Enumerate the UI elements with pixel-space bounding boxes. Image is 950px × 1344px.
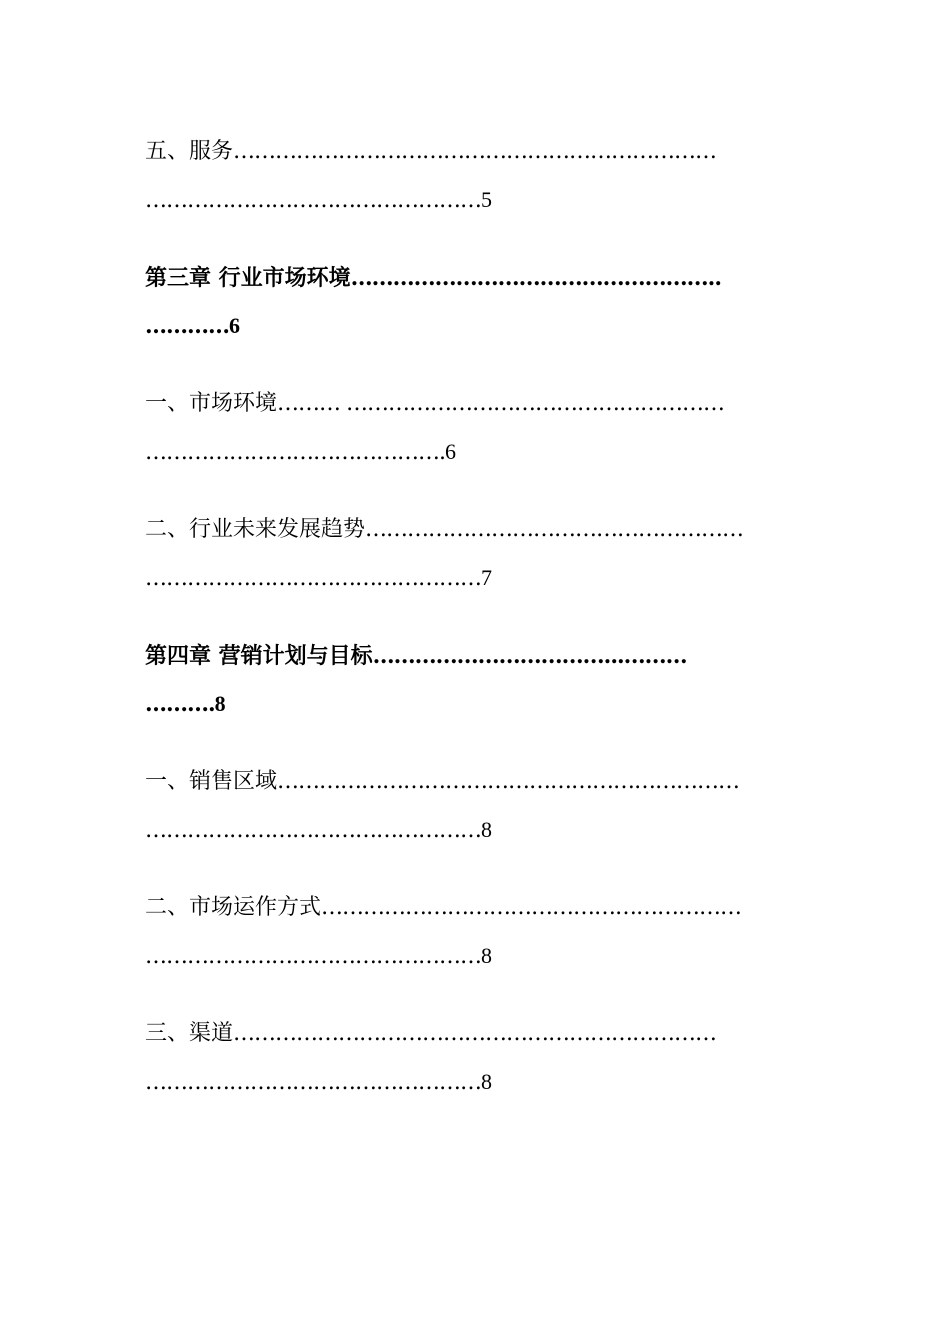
dot-leader: ……… ……………………………………………… xyxy=(277,391,725,416)
toc-page-number: 8 xyxy=(481,1069,492,1094)
dot-leader: …………………………………………….. xyxy=(350,265,721,291)
toc-line-2 xyxy=(145,428,825,476)
dot-leader: ………………………………………… xyxy=(145,818,481,843)
toc-line-1 xyxy=(145,632,825,680)
toc-page-number: 8 xyxy=(481,943,492,968)
toc-page-number: 6 xyxy=(229,313,240,338)
dot-leader: ………………………………………… xyxy=(145,1070,481,1095)
toc-line-2 xyxy=(145,680,825,728)
dot-leader: …………………………………………………………… xyxy=(233,1021,717,1046)
toc-entry-title: 二、市场运作方式 xyxy=(145,895,322,920)
dot-leader: ………………………………………………………… xyxy=(277,769,740,794)
toc-page-number: 6 xyxy=(445,439,456,464)
dot-leader: ………. xyxy=(145,691,215,717)
toc-entry-market-operation[interactable] xyxy=(145,884,825,980)
toc-entry-title: 第四章 营销计划与目标 xyxy=(145,644,373,669)
dot-leader: ……………………………...……… xyxy=(372,643,687,669)
toc-entry-channels[interactable] xyxy=(145,1010,825,1106)
toc-entry-title: 第三章 行业市场环境 xyxy=(145,266,351,291)
dot-leader: ………………………………………… xyxy=(145,188,481,213)
toc-line-2 xyxy=(145,302,825,350)
dot-leader: ……………………………………………… xyxy=(365,517,744,542)
toc-entry-sales-region[interactable] xyxy=(145,758,825,854)
toc-page-number: 5 xyxy=(481,187,492,212)
toc-line-2 xyxy=(145,806,825,854)
toc-line-1 xyxy=(145,254,825,302)
toc-entry-title: 二、行业未来发展趋势 xyxy=(145,517,366,542)
dot-leader: …………………………………………………… xyxy=(321,895,742,920)
toc-entry-market-environment[interactable] xyxy=(145,380,825,476)
table-of-contents xyxy=(145,128,825,1106)
toc-entry-title: 五、服务 xyxy=(145,139,234,164)
dot-leader: ………………………………………… xyxy=(145,944,481,969)
dot-leader: ………… xyxy=(145,313,229,339)
dot-leader: ………………………………………… xyxy=(145,566,481,591)
toc-page-number: 8 xyxy=(214,691,226,716)
toc-entry-chapter-4[interactable] xyxy=(145,632,825,728)
toc-line-1 xyxy=(145,128,825,176)
toc-entry-title: 一、市场环境 xyxy=(145,391,278,416)
toc-line-1 xyxy=(145,506,825,554)
toc-line-2 xyxy=(145,1058,825,1106)
toc-line-1 xyxy=(145,1010,825,1058)
toc-page-number: 8 xyxy=(481,817,492,842)
toc-line-2 xyxy=(145,932,825,980)
toc-page-number: 7 xyxy=(481,565,492,590)
toc-line-2 xyxy=(145,176,825,224)
toc-line-1 xyxy=(145,884,825,932)
toc-entry-service[interactable] xyxy=(145,128,825,224)
dot-leader: ……………………………………. xyxy=(145,440,445,465)
dot-leader: …………………………………………………………… xyxy=(233,139,717,164)
toc-line-2 xyxy=(145,554,825,602)
toc-entry-title: 三、渠道 xyxy=(145,1021,234,1046)
toc-entry-title: 一、销售区域 xyxy=(145,769,278,794)
toc-line-1 xyxy=(145,758,825,806)
toc-entry-chapter-3[interactable] xyxy=(145,254,825,350)
toc-line-1 xyxy=(145,380,825,428)
toc-entry-industry-trends[interactable] xyxy=(145,506,825,602)
